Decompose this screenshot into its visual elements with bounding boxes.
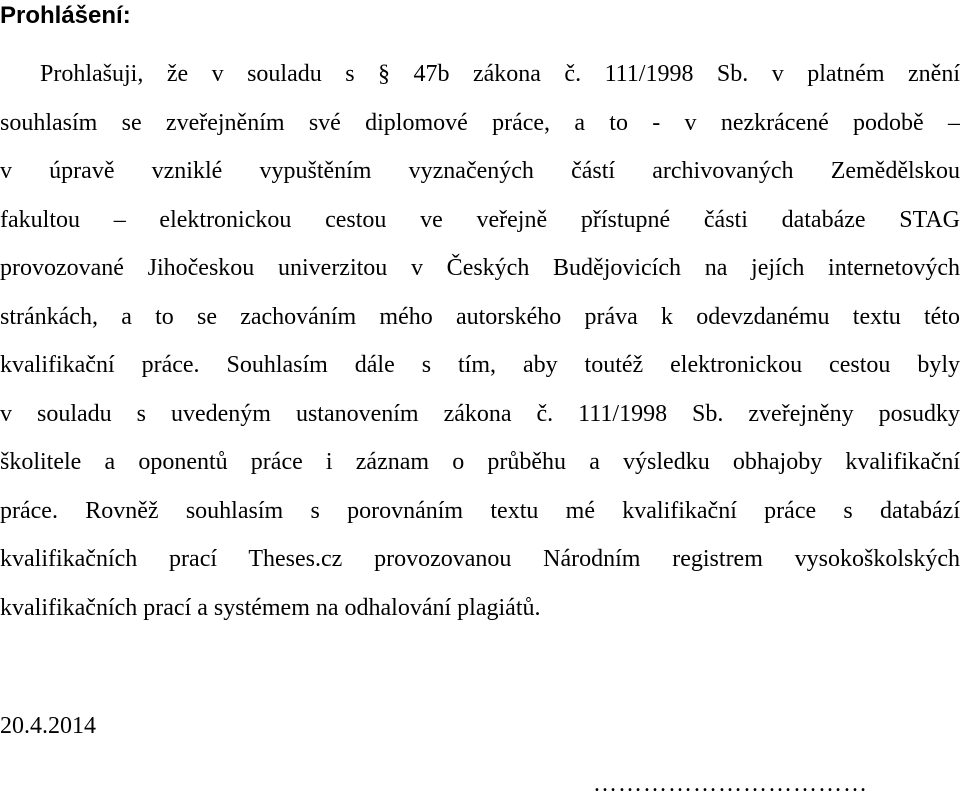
paragraph-line: práce. Rovněž souhlasím s porovnáním textu mé kvalifikační práce s databází xyxy=(0,497,960,524)
paragraph-line: stránkách, a to se zachováním mého autorského práva k odevzdanému textu této xyxy=(0,303,960,330)
date: 20.4.2014 xyxy=(0,713,96,739)
declaration-heading: Prohlášení: xyxy=(0,2,131,29)
paragraph-line: Prohlašuji, že v souladu s § 47b zákona č. 111/1998 Sb. v platném znění xyxy=(40,61,960,87)
declaration-paragraph xyxy=(0,50,960,632)
paragraph-line: školitele a oponentů práce i záznam o průběhu a výsledku obhajoby kvalifikační xyxy=(0,449,960,475)
signature-line: …………………………… xyxy=(593,771,868,797)
paragraph-line: kvalifikačních prací a systémem na odhalování plagiátů. xyxy=(0,594,541,621)
paragraph-line: v úpravě vzniklé vypuštěním vyznačených částí archivovaných Zemědělskou xyxy=(0,158,960,184)
paragraph-line: souhlasím se zveřejněním své diplomové práce, a to - v nezkrácené podobě – xyxy=(0,109,960,136)
paragraph-line: kvalifikační práce. Souhlasím dále s tím, aby toutéž elektronickou cestou byly xyxy=(0,352,960,378)
paragraph-line: fakultou – elektronickou cestou ve veřejně přístupné části databáze STAG xyxy=(0,206,960,233)
paragraph-line: kvalifikačních prací Theses.cz provozovanou Národním registrem vysokoškolských xyxy=(0,546,960,572)
paragraph-line: v souladu s uvedeným ustanovením zákona č. 111/1998 Sb. zveřejněny posudky xyxy=(0,400,960,427)
paragraph-line: provozované Jihočeskou univerzitou v Českých Budějovicích na jejích internetových xyxy=(0,255,960,281)
